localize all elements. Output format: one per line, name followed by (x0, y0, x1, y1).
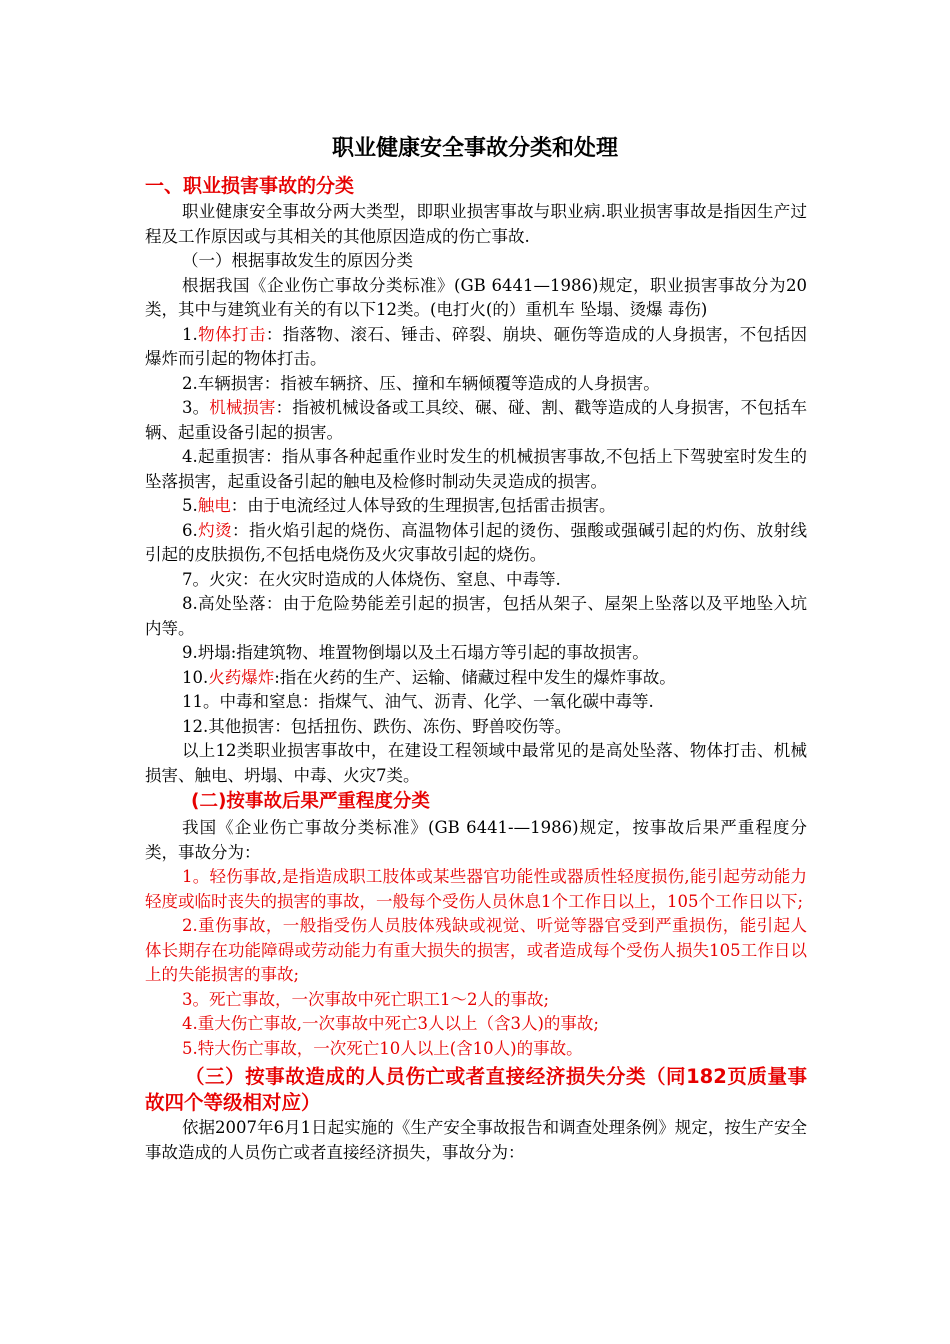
cause-item (145, 372, 807, 397)
cause-number: 4. (182, 447, 198, 466)
severity-item: 4.重大伤亡事故,一次事故中死亡3人以上（含3人)的事故; (182, 1014, 599, 1033)
severity-item: 3。死亡事故，一次事故中死亡职工1～2人的事故; (182, 989, 550, 1009)
cause-keyword: 触电 (197, 496, 231, 515)
document-body (145, 172, 807, 1165)
cause-description: ：由于电流经过人体导致的生理损害,包括雷击损害。 (230, 496, 616, 515)
cause-item (145, 445, 807, 494)
cause-description: 中毒和窒息：指煤气、油气、沥青、化学、一氧化碳中毒等. (219, 692, 654, 711)
section-heading-1: 一、职业损害事故的分类 (145, 175, 355, 197)
cause-number: 8. (182, 594, 198, 613)
cause-item (145, 592, 807, 641)
cause-keyword: 机械损害 (209, 398, 276, 417)
intro-paragraph: 职业健康安全事故分两大类型，即职业损害事故与职业病.职业损害事故是指因生产过程及工作原因或与其相关的其他原因造成的伤亡事故. (145, 202, 807, 246)
casualty-intro-paragraph: 依据2007年6月1日起实施的《生产安全事故报告和调查处理条例》规定，按生产安全事故造成的人员伤亡或者直接经济损失，事故分为： (145, 1118, 807, 1162)
cause-description: ：指被机械设备或工具绞、碾、碰、割、戳等造成的人身损害，不包括车辆、起重设备引起的损害。 (145, 398, 808, 442)
cause-description: 起重损害：指从事各种起重作业时发生的机械损害事故,不包括上下驾驶室时发生的坠落损害，起重设备引起的触电及检修时制动失灵造成的损害。 (145, 447, 807, 491)
cause-number: 5. (182, 496, 198, 515)
cause-number: 9. (182, 643, 198, 662)
cause-item (145, 690, 807, 715)
cause-description: 高处坠落：由于危险势能差引起的损害，包括从架子、屋架上坠落以及平地坠入坑内等。 (145, 594, 807, 638)
cause-number: 6. (182, 520, 198, 540)
cause-item (145, 396, 807, 445)
cause-item (145, 641, 807, 666)
cause-description: ：指火焰引起的烧伤、高温物体引起的烫伤、强酸或强碱引起的灼伤、放射线引起的皮肤损伤,不包括电烧伤及火灾事故引起的烧伤。 (145, 520, 808, 564)
cause-list (145, 323, 807, 740)
cause-keyword: 物体打击 (197, 324, 266, 344)
subsection-heading-severity: (二)按事故后果严重程度分类 (191, 791, 430, 812)
cause-item (145, 568, 807, 593)
cause-description: 坍塌:指建筑物、堆置物倒塌以及土石塌方等引起的事故损害。 (197, 643, 649, 662)
severity-item: 2.重伤事故，一般指受伤人员肢体残缺或视觉、听觉等器官受到严重损伤，能引起人体长期存在功能障碍或劳动能力有重大损失的损害，或者造成每个受伤人损失105工作日以上的失能损害的事故; (145, 916, 807, 984)
cause-number: 2. (182, 373, 198, 393)
cause-description: ：指落物、滚石、锤击、碎裂、崩块、砸伤等造成的人身损害，不包括因爆炸而引起的物体打击。 (145, 324, 808, 368)
page-title: 职业健康安全事故分类和处理 (331, 136, 618, 161)
cause-keyword: 灼烫 (197, 520, 233, 540)
severity-item: 1。轻伤事故,是指造成职工肢体或某些器官功能性或器质性轻度损伤,能引起劳动能力轻度或临时丧失的损害的事故，一般每个受伤人员休息1个工作日以上，105个工作日以下; (145, 867, 807, 911)
cause-number: 12. (182, 716, 209, 736)
cause-number: 1. (182, 324, 198, 344)
cause-item (145, 519, 807, 568)
subsection-heading-cause: （一）根据事故发生的原因分类 (182, 251, 413, 270)
cause-description: 车辆损害：指被车辆挤、压、撞和车辆倾覆等造成的人身损害。 (197, 373, 660, 393)
cause-number: 10. (182, 667, 209, 687)
cause-intro-paragraph: 根据我国《企业伤亡事故分类标准》(GB 6441—1986)规定，职业损害事故分为20类，其中与建筑业有关的有以下12类。(电打火(的）重机车 坠塌、烫爆 毒伤) (145, 275, 807, 319)
cause-keyword: 火药爆炸 (208, 667, 275, 687)
cause-number: 3。 (182, 398, 210, 417)
severity-item: 5.特大伤亡事故，一次死亡10人以上(含10人)的事故。 (182, 1038, 583, 1058)
cause-item (145, 323, 807, 372)
summary-paragraph: 以上12类职业损害事故中，在建设工程领域中最常见的是高处坠落、物体打击、机械损害、触电、坍塌、中毒、火灾7类。 (145, 741, 807, 785)
cause-number: 11。 (182, 692, 220, 711)
cause-item (145, 715, 807, 740)
cause-description: 其他损害：包括扭伤、跌伤、冻伤、野兽咬伤等。 (208, 716, 572, 736)
cause-number: 7。 (182, 569, 209, 589)
cause-item (145, 494, 807, 519)
severity-intro-paragraph: 我国《企业伤亡事故分类标准》(GB 6441-—1986)规定，按事故后果严重程度分类，事故分为： (145, 818, 807, 862)
cause-item (145, 666, 807, 691)
cause-description: :指在火药的生产、运输、储藏过程中发生的爆炸事故。 (274, 667, 676, 687)
cause-description: 火灾：在火灾时造成的人体烧伤、窒息、中毒等. (209, 569, 561, 589)
severity-list (145, 865, 807, 1061)
subsection-heading-casualty: （三）按事故造成的人员伤亡或者直接经济损失分类（同182页质量事故四个等级相对应） (145, 1065, 807, 1114)
